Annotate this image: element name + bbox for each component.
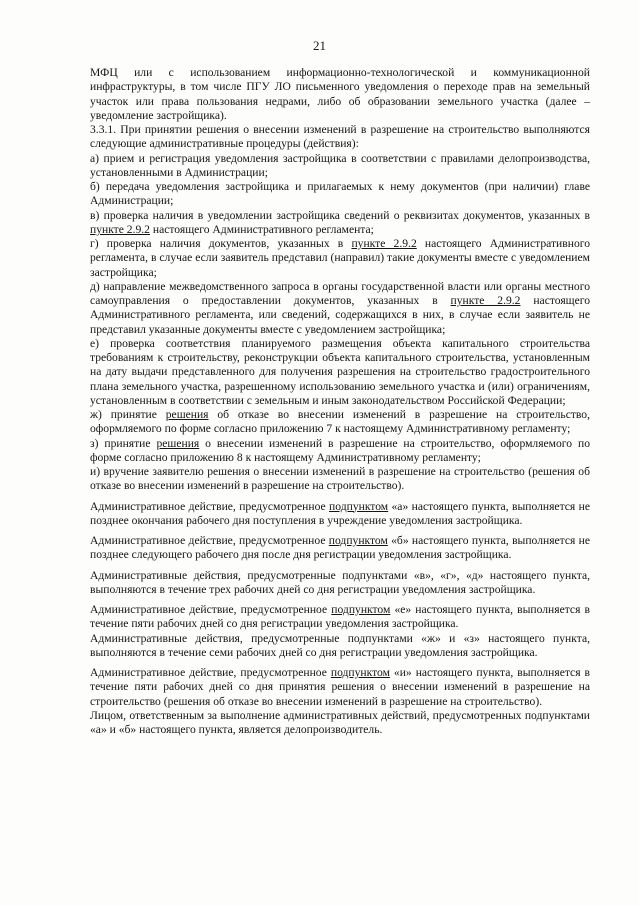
paragraph — [90, 180, 590, 209]
reference-link: пункте 2.9.2 — [450, 294, 521, 307]
reference-link: подпунктом — [330, 666, 390, 679]
reference-link: подпунктом — [328, 534, 388, 547]
paragraph — [90, 666, 590, 709]
paragraph — [90, 152, 590, 181]
paragraph — [90, 209, 590, 238]
paragraph-text: о внесении изменений в разрешение на строительство, оформляемого по форме согласно приложению 8 к настоящему Административному регламенту; — [90, 436, 590, 464]
paragraph-text: д) направление межведомственного запроса в органы государственной власти или органы местного самоуправления о предоставлении документов, указанных в — [90, 279, 590, 307]
paragraph-text: Административное действие, предусмотренное — [90, 666, 331, 679]
paragraph-text: в) проверка наличия в уведомлении застройщика сведений о реквизитах документов, указанных в — [90, 208, 590, 222]
paragraph — [90, 465, 590, 494]
paragraph-text: настоящего Административного регламента; — [149, 222, 374, 236]
document-body — [90, 66, 590, 737]
paragraph — [90, 709, 590, 738]
paragraph-text: а) прием и регистрация уведомления застройщика в соответствии с правилами делопроизводства, установленными в Администрации; — [90, 151, 590, 179]
paragraph-text: г) проверка наличия документов, указанных в — [90, 237, 352, 250]
paragraph-text: «б» настоящего пункта, выполняется не позднее следующего рабочего дня после дня регистрации уведомления застройщика. — [90, 534, 590, 562]
paragraph — [90, 337, 590, 408]
paragraph-text: «и» настоящего пункта, выполняется в течение пяти рабочих дней со дня принятия решения о внесении изменений в разрешение на строительство (решения об отказе во внесении изменений в разрешение на строительство). — [90, 666, 590, 708]
paragraph — [90, 632, 590, 661]
paragraph-text: ж) принятие — [90, 408, 166, 421]
paragraph-text: Административное действие, предусмотренное — [90, 534, 329, 547]
paragraph-text: настоящего Административного регламента, в случае если заявитель представил (направил) такие документы вместе с уведомлением застройщика; — [90, 237, 591, 279]
paragraph-text: и) вручение заявителю решения о внесении изменений в разрешение на строительство (решения об отказе во внесении изменений в разрешение на строительство). — [90, 465, 590, 493]
paragraph — [90, 569, 590, 598]
paragraph — [90, 280, 590, 337]
paragraph-text: «а» настоящего пункта, выполняется не позднее окончания рабочего дня поступления в учреждение уведомления застройщика. — [90, 499, 590, 527]
paragraph-text: Административные действия, предусмотренные подпунктами «ж» и «з» настоящего пункта, выполняются в течение семи рабочих дней со дня регистрации уведомления застройщика. — [90, 631, 590, 659]
paragraph — [90, 66, 590, 123]
paragraph-text: МФЦ или с использованием информационно-технологической и коммуникационной инфраструктуры, в том числе ПГУ ЛО письменного уведомления о переходе прав на земельный участок или права пользования недрами, либо об образовании земельного участка (далее – уведомление застройщика). — [90, 66, 590, 122]
reference-link: решения — [165, 408, 209, 421]
paragraph-text: об отказе во внесении изменений в разрешение на строительство, оформляемого по форме согласно приложению 7 к настоящему Административному регламенту; — [90, 408, 591, 436]
reference-link: подпунктом — [329, 499, 389, 513]
reference-link: пункте 2.9.2 — [351, 237, 417, 250]
paragraph-text: Административное действие, предусмотренное — [90, 603, 332, 616]
reference-link: пункте 2.9.2 — [90, 222, 150, 236]
reference-link: решения — [156, 436, 200, 450]
paragraph — [90, 408, 590, 437]
paragraph-text: 3.3.1. При принятии решения о внесении изменений в разрешение на строительство выполняются следующие административные процедуры (действия): — [90, 123, 590, 151]
paragraph-text: Лицом, ответственным за выполнение административных действий, предусмотренных подпунктами «а» и «б» настоящего пункта, является делопроизводитель. — [90, 708, 590, 736]
paragraph — [90, 603, 590, 632]
paragraph-text: з) принятие — [90, 436, 157, 450]
paragraph-text: б) передача уведомления застройщика и прилагаемых к нему документов (при наличии) главе Администрации; — [90, 180, 590, 208]
reference-link: подпунктом — [331, 603, 391, 616]
paragraph-text: «е» настоящего пункта, выполняется в течение пяти рабочих дней со дня регистрации уведомления застройщика. — [90, 603, 590, 631]
paragraph-text: е) проверка соответствия планируемого размещения объекта капитального строительства требованиям к строительству, реконструкции объекта капитального строительства, установленным на дату выдачи представленного для получения разрешения на строительство градостроительного плана земельного участка, разрешенному использованию земельного участка и (или) ограничениям, установленным в соответствии с земельным и иным законодательством Российской Федерации; — [90, 336, 590, 407]
paragraph — [90, 534, 590, 563]
paragraph — [90, 123, 590, 152]
paragraph-text: Административное действие, предусмотренное — [90, 499, 330, 513]
paragraph — [90, 237, 590, 280]
paragraph-text: Административные действия, предусмотренные подпунктами «в», «г», «д» настоящего пункта, выполняются в течение трех рабочих дней со дня регистрации уведомления застройщика. — [90, 568, 590, 596]
paragraph-text: настоящего Административного регламента, или сведений, содержащихся в них, в случае если заявитель не представил указанные документы вместе с уведомлением застройщика; — [90, 294, 590, 336]
paragraph — [90, 500, 590, 529]
paragraph — [90, 437, 590, 466]
page-number: 21 — [313, 38, 326, 53]
